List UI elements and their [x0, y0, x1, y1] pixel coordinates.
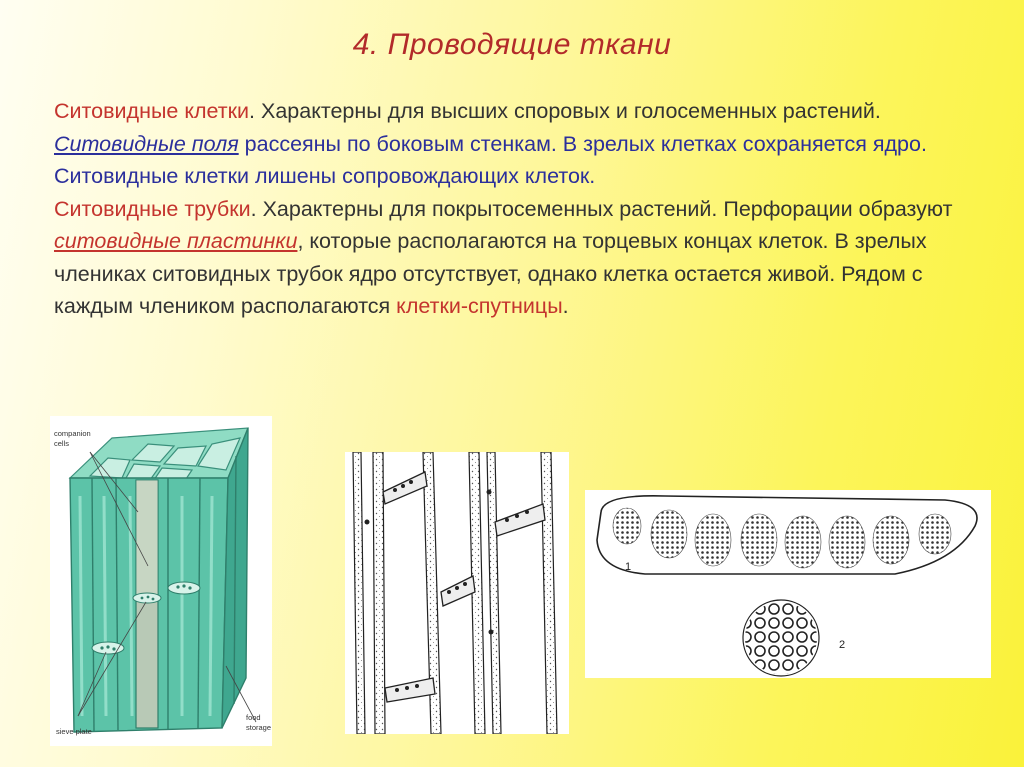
text-segment: . [562, 294, 569, 318]
slide-title: 4. Проводящие ткани [352, 28, 672, 61]
label-sieve-plate: sieve plate [56, 727, 92, 736]
body-text [54, 95, 984, 323]
sieve-plate-drawing [585, 490, 991, 678]
sieve-tubes-drawing [345, 452, 569, 734]
label-companion-cells-2: cells [54, 439, 70, 448]
phloem-tissue-illustration [50, 416, 272, 746]
term-sieve-cells: Ситовидные клетки [54, 99, 250, 123]
text-segment: . Характерны для высших споровых и голосеменных растений. [249, 99, 881, 123]
label-figure-1: 1 [625, 561, 632, 573]
term-sieve-plates: ситовидные пластинки [54, 229, 298, 253]
label-companion-cells-1: companion [54, 429, 91, 438]
paragraph-sieve-tubes [54, 193, 984, 323]
paragraph-sieve-cells [54, 95, 984, 193]
label-food-storage-1: food [246, 713, 261, 722]
label-food-storage-2: storage [246, 723, 272, 732]
term-sieve-tubes: Ситовидные трубки [54, 196, 251, 221]
term-companion-cells: клетки-спутницы [396, 294, 563, 318]
label-figure-2: 2 [839, 639, 846, 651]
text-segment: рассеяны по боковым стенкам. В зрелых клетках сохраняется ядро. Ситовидные клетки лишены сопровождающих клеток. [54, 131, 927, 188]
text-segment: , которые располагаются на торцевых концах клеток. В зрелых члениках ситовидных трубок ядро отсутствует, однако клетка остается живой. Рядом с каждым члеником располагаются [54, 229, 927, 318]
term-sieve-fields: Ситовидные поля [54, 131, 239, 156]
text-segment: . Характерны для покрытосеменных растений. Перфорации образуют [250, 196, 953, 221]
